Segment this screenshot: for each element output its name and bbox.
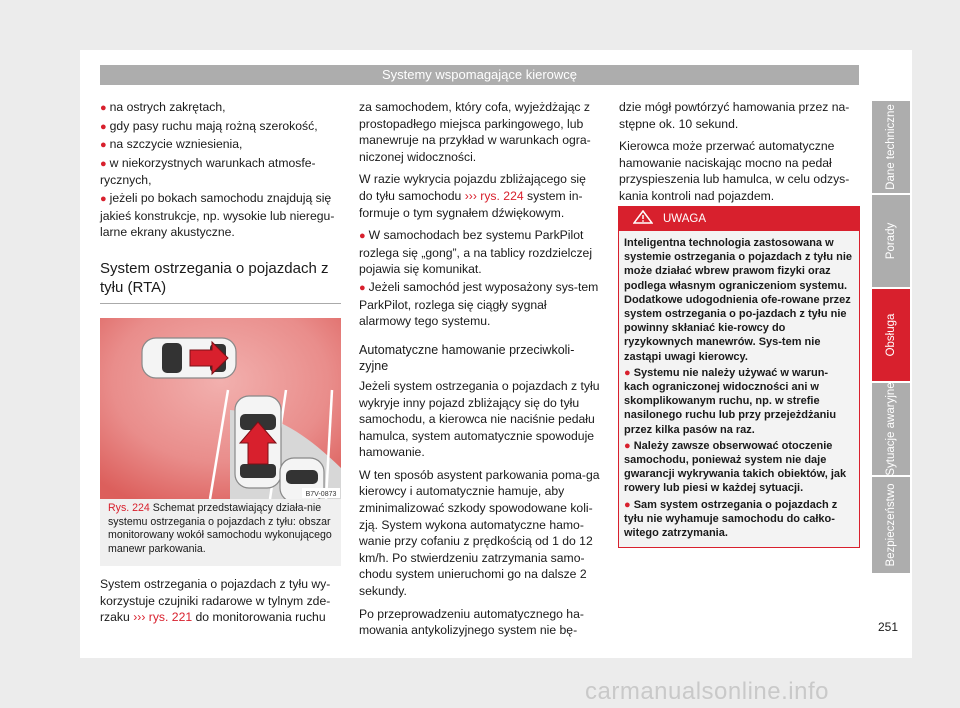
warning-body	[619, 231, 859, 540]
bullet-icon: ●	[359, 230, 366, 243]
tab-obsluga[interactable]: Obsługa	[872, 289, 910, 381]
bullet-icon: ●	[100, 157, 107, 170]
warning-title: UWAGA	[663, 213, 707, 225]
page-header: Systemy wspomagające kierowcę	[100, 65, 859, 85]
list-item: ● w niekorzystnych warunkach atmosfe-rycznych,	[100, 155, 316, 188]
column-3	[619, 99, 859, 211]
subsection-title: Automatyczne hamowanie przeciwkoli-zyjne	[359, 342, 575, 374]
bullet-icon: ●	[359, 281, 366, 294]
rta-diagram-image	[100, 318, 341, 499]
bullet-icon: ●	[624, 439, 634, 452]
paragraph: Jeżeli system ostrzegania o pojazdach z tyłu wykryje inny pojazd zbliżający się do tyłu samochodu, a kierowca nie naciśnie pedału hamulca, system automatycznie spowoduje hamowanie.	[359, 378, 600, 460]
list-item: ● Jeżeli samochód jest wyposażony sys-tem ParkPilot, rozlega się ciągły sygnał alarmowy tego systemu.	[359, 279, 599, 329]
bullet-icon: ●	[100, 192, 107, 205]
page-number: 251	[878, 620, 899, 634]
figure-224	[100, 318, 341, 566]
paragraph: Kierowca może przerwać automatyczne hamowanie naciskając mocno na pedał przyspieszenia lub hamulca, w celu odzys-kania kontroli nad pojazdem.	[619, 139, 850, 203]
list-item: ● na ostrych zakrętach,	[100, 100, 226, 114]
figure-code: B7V-0873	[305, 491, 337, 498]
list-item: ● Należy zawsze obserwować otoczenie samochodu, ponieważ system nie daje gwarancji wykrywania takich obiektów, jak rowery lub piesi w każdej sytuacji.	[624, 439, 847, 495]
warning-intro: Inteligentna technologia zastosowana w systemie ostrzegania o pojazdach z tyłu nie może działać wbrew prawom fizyki oraz podlega własnym ograniczeniom systemu. Dodatkowe udogodnienia ofe-rowane przez system ostrzegania o po-jazdach z tyłu nie powinny skłaniać kie-rowcy do ryzykownych manewrów. Sys-tem nie zastąpi uwagi kierowcy.	[624, 237, 853, 363]
list-item: ● na szczycie wzniesienia,	[100, 137, 243, 152]
paragraph: dzie mógł powtórzyć hamowania przez na-stępne ok. 10 sekund.	[619, 100, 850, 131]
warning-box	[618, 206, 860, 548]
list-item: ● jeżeli po bokach samochodu znajdują się jakieś konstrukcje, np. wysokie lub nieregu-larne ekrany akustyczne.	[100, 190, 335, 240]
tab-sytuacje-awaryjne[interactable]: Sytuacje awaryjne	[872, 383, 910, 475]
section-title: System ostrzegania o pojazdach z tyłu (RTA)	[100, 259, 341, 304]
list-item: ● gdy pasy ruchu mają rożną szerokość,	[100, 118, 318, 133]
list-item: ● Sam system ostrzegania o pojazdach z tyłu nie wyhamuje samochodu do całko-witego zatrzymania.	[624, 498, 838, 540]
figure-ref-link[interactable]: rys. 221	[148, 610, 193, 625]
bullet-icon: ●	[100, 139, 107, 152]
paragraph: za samochodem, który cofa, wyjeżdżając z prostopadłego miejsca parkingowego, lub manewruje na przykład w warunkach ogra-niczonej widoczności.	[359, 100, 591, 164]
bullet-icon: ●	[100, 120, 107, 133]
bullet-icon: ●	[624, 366, 634, 379]
tab-dane-techniczne[interactable]: Dane techniczne	[872, 101, 910, 193]
tab-porady[interactable]: Porady	[872, 195, 910, 287]
caption-text: Schemat przedstawiający działa-nie systemu ostrzegania o pojazdach z tyłu: obszar monitorowany wokół samochodu wykonującego manewr parkowania.	[108, 502, 332, 555]
sidebar-tabs	[872, 101, 910, 575]
bullet-icon: ●	[100, 102, 107, 114]
figure-ref-link[interactable]: rys. 224	[480, 188, 524, 203]
column-1-bottom	[100, 576, 341, 632]
paragraph: Po przeprowadzeniu automatycznego ha-mowania antykolizyjnego system nie bę-	[359, 606, 584, 638]
tab-bezpieczenstwo[interactable]: Bezpieczeństwo	[872, 477, 910, 573]
paragraph: W ten sposób asystent parkowania poma-ga kierowcy i automatycznie hamuje, aby zminimalizować szkody spowodowane koli-zją. System wykona automatyczne hamo-wanie przy cofaniu z prędkością od 1 do 12 km/h. Po stwierdzeniu zatrzymania samo-chodu system unieruchomi go na dalsze 2 sekundy.	[359, 467, 600, 599]
paragraph: System ostrzegania o pojazdach z tyłu wy-korzystuje czujniki radarowe w tylnym zde-rzaku ››› rys. 221 do monitorowania ruchu	[100, 577, 331, 625]
warning-header	[619, 207, 859, 231]
column-2	[359, 99, 600, 645]
watermark: carmanualsonline.info	[585, 678, 829, 705]
list-item: ● W samochodach bez systemu ParkPilot rozlega się „gong”, a na tablicy rozdzielczej pojawia się komunikat.	[359, 228, 593, 277]
warning-triangle-icon	[633, 210, 653, 224]
column-1	[100, 99, 341, 304]
figure-caption	[108, 502, 336, 556]
list-item: ● Systemu nie należy używać w warun-kach ograniczonej widoczności ani w skomplikowanym ruchu, np. w strefie nasilonego ruchu lub przy przejeżdżaniu przez kilka pasów na raz.	[624, 366, 837, 436]
caption-label: Rys. 224	[108, 502, 150, 514]
bullet-icon: ●	[624, 498, 634, 511]
ref-arrow: ›››	[133, 610, 146, 625]
paragraph: W razie wykrycia pojazdu zbliżającego się do tyłu samochodu ››› rys. 224 system in-formuje o tym sygnałem dźwiękowym.	[359, 172, 586, 220]
ref-arrow: ›››	[464, 188, 477, 203]
